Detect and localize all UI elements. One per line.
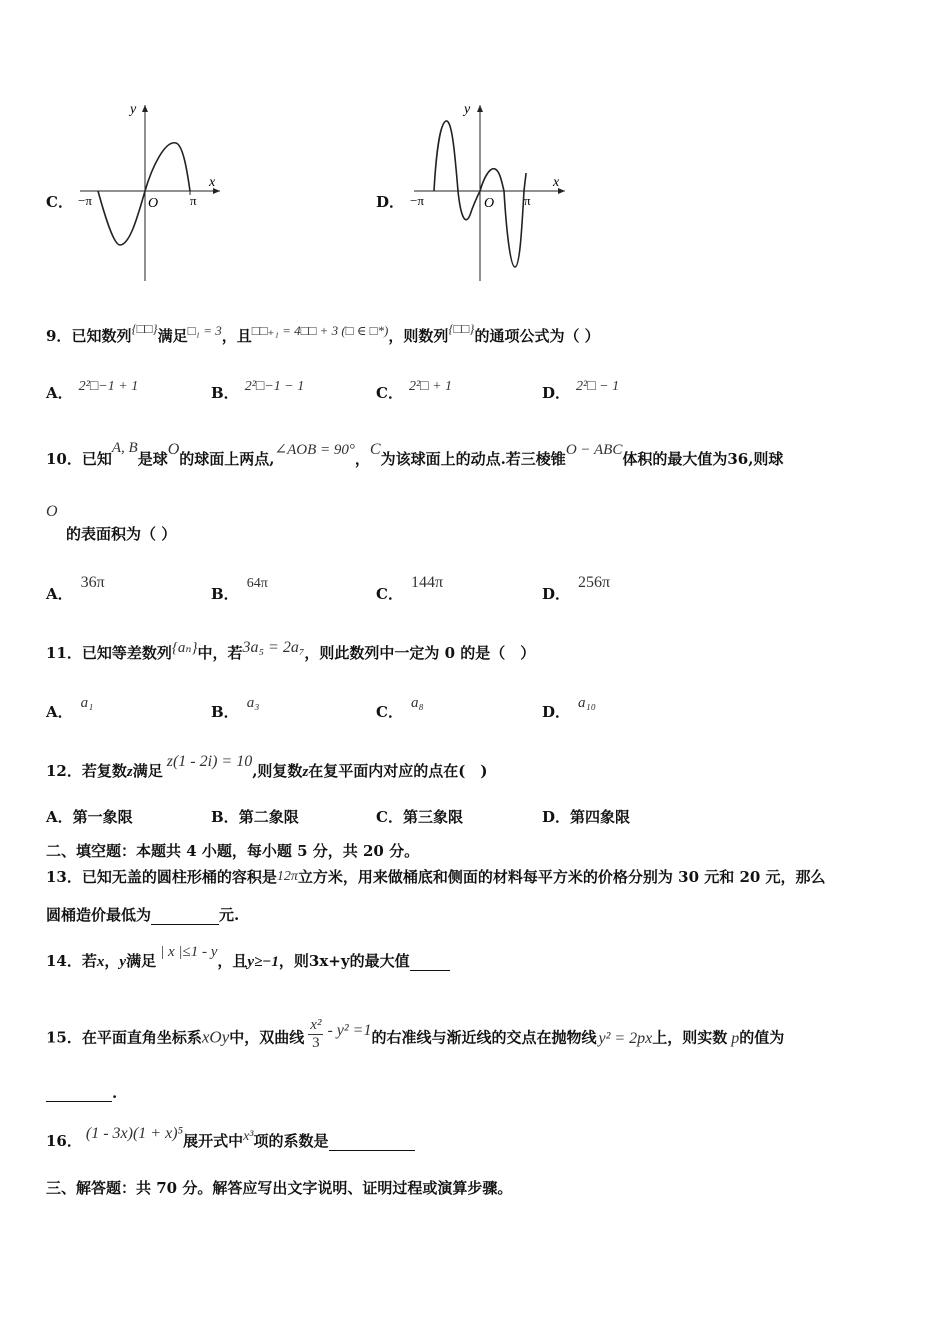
q9-seq: {□□}	[448, 321, 475, 336]
q10-option-c[interactable]	[376, 574, 444, 604]
graph-d	[400, 95, 570, 285]
graph-d-neg-pi: −π	[410, 193, 424, 208]
option-value: 2²□ + 1	[408, 379, 453, 394]
q12-text: 在复平面内对应的点在( )	[308, 762, 488, 780]
q9-recurrence: □□₊₁ = 4□□ + 3 (□ ∈ □*)	[251, 323, 389, 338]
q14-text: 满足	[126, 952, 157, 970]
q10-text: 是球	[137, 450, 168, 468]
q12-z: z	[126, 764, 133, 780]
q14-text: ，则	[278, 952, 309, 970]
question-number: 10．	[46, 450, 82, 468]
question-number: 13．	[46, 868, 82, 886]
q12-option-c[interactable]	[376, 806, 463, 827]
q15-text: 在平面直角坐标系	[81, 1028, 202, 1047]
option-value: 2²□−1 − 1	[244, 379, 305, 394]
q14-condition: | x |≤1 - y	[160, 944, 218, 960]
option-value: a₁₀	[578, 695, 596, 711]
graph-c-origin: O	[148, 196, 159, 211]
q13-answer-blank[interactable]	[151, 910, 219, 925]
question-13	[46, 866, 826, 887]
option-value: 64π	[246, 576, 268, 591]
q12-option-b[interactable]	[211, 806, 299, 827]
graph-c-x-label: x	[209, 175, 216, 190]
option-value: 2²□−1 + 1	[78, 379, 139, 394]
option-value: 第二象限	[238, 808, 299, 826]
option-value: 36π	[80, 574, 105, 591]
q15-text: .	[112, 1084, 118, 1102]
option-label: B．	[211, 808, 239, 826]
q10-pyramid: O − ABC	[565, 442, 623, 458]
q14-y: y	[119, 954, 127, 970]
q14-text: 的最大值	[349, 952, 410, 970]
q14-answer-blank[interactable]	[410, 956, 450, 971]
option-value: 2²□ − 1	[576, 379, 620, 394]
q10-option-b[interactable]	[211, 576, 268, 604]
option-value: 第三象限	[402, 808, 463, 826]
question-15	[46, 1017, 785, 1056]
q16-text: 项的系数是	[253, 1132, 329, 1150]
q9-text: ，且	[221, 327, 252, 345]
option-label: C．	[376, 808, 403, 826]
q13-volume: 12π	[276, 869, 298, 884]
q12-z: z	[302, 764, 309, 780]
q9-text: 已知数列	[71, 327, 132, 345]
q10-text: ，	[354, 450, 370, 468]
option-label: C．	[376, 585, 403, 603]
q15-text: 上，则实数	[652, 1028, 728, 1047]
q9-option-a[interactable]	[46, 379, 139, 403]
q12-option-d[interactable]	[542, 806, 630, 827]
question-10-tail: 的表面积为（ ）	[66, 525, 177, 543]
option-label: C．	[376, 703, 403, 721]
q10-text: 的球面上两点,	[179, 450, 275, 468]
graph-d-origin: O	[484, 196, 495, 211]
q11-text: ，则此数列中一定为 0 的是（ ）	[304, 644, 536, 662]
q15-text: 的右准线与渐近线的交点在抛物线	[371, 1028, 597, 1047]
q10-sphere-o: O	[167, 441, 180, 458]
graph-c-pos-pi: π	[190, 193, 197, 208]
q9-option-d[interactable]	[542, 379, 620, 403]
option-value: a₃	[246, 695, 260, 711]
q11-seq: {aₙ}	[171, 640, 198, 656]
q10-text: 为该球面上的动点.若三棱锥	[380, 450, 566, 468]
q10-text: 体积的最大值为36,则球	[622, 450, 784, 468]
q14-x: x	[96, 954, 105, 970]
q16-text: 展开式中	[183, 1132, 244, 1150]
option-label: A．	[46, 585, 73, 603]
q9-option-b[interactable]	[211, 379, 305, 403]
question-12	[46, 753, 488, 781]
option-value: 第一象限	[72, 808, 133, 826]
q11-option-b[interactable]	[211, 695, 260, 722]
graph-c-neg-pi: −π	[78, 193, 92, 208]
question-14	[46, 944, 450, 971]
option-value: a₈	[410, 695, 424, 711]
graph-d-x-label: x	[553, 175, 560, 190]
question-number: 16．	[46, 1132, 82, 1150]
q10-sphere-o: O	[46, 503, 58, 520]
q15-frac-denominator: 3	[312, 1035, 320, 1051]
option-label: B．	[211, 703, 239, 721]
q14-text: ，且	[217, 952, 248, 970]
q10-point-c: C	[369, 441, 381, 458]
q12-option-a[interactable]	[46, 806, 133, 827]
question-number: 11．	[46, 644, 82, 662]
q10-option-d[interactable]	[542, 574, 611, 604]
q15-frac-numerator: x²	[310, 1017, 322, 1033]
q9-text: 的通项公式为（ ）	[474, 327, 600, 345]
q11-option-d[interactable]	[542, 695, 596, 722]
q12-equation: z(1 - 2i) = 10	[166, 753, 253, 770]
question-number: 14．	[46, 952, 82, 970]
option-value: 144π	[410, 574, 444, 591]
option-value: 第四象限	[570, 808, 631, 826]
question-11	[46, 639, 536, 663]
q10-points-ab: A, B	[111, 440, 138, 456]
option-label: D．	[542, 703, 571, 721]
q15-text: 中，双曲线	[229, 1028, 305, 1047]
q12-text: 若复数	[81, 762, 127, 780]
q15-hyperbola-rest: - y² =1	[327, 1021, 372, 1039]
graph-c	[70, 95, 230, 285]
q11-text: 中，若	[197, 644, 243, 662]
option-label: D．	[542, 585, 571, 603]
graph-d-y-label: y	[464, 102, 471, 117]
option-label: B．	[211, 585, 239, 603]
q10-angle: ∠AOB = 90°	[274, 442, 355, 458]
q9-text: 满足	[157, 327, 188, 345]
q11-option-c[interactable]	[376, 695, 424, 722]
q15-fraction	[308, 1017, 323, 1052]
question-13-cont	[46, 904, 239, 925]
option-label: B．	[211, 384, 239, 402]
section-2-heading: 二、填空题：本题共 4 小题，每小题 5 分，共 20 分。	[46, 842, 420, 860]
option-label: A．	[46, 703, 73, 721]
q15-answer-blank[interactable]	[46, 1087, 112, 1102]
q9-init: □₁ = 3	[187, 323, 222, 338]
q16-x-cubed: x³	[243, 1129, 254, 1144]
option-label: A．	[46, 384, 73, 402]
q12-text: 满足	[132, 762, 163, 780]
q14-condition2: y≥−1	[247, 954, 279, 970]
q13-text: 圆桶造价最低为	[46, 906, 152, 924]
q14-text: 若	[81, 952, 97, 970]
q13-text: 立方米，用来做桶底和侧面的材料每平方米的价格分别为 30 元和 20 元，那么	[297, 868, 826, 886]
q11-condition: 3a₅ = 2a₇	[242, 639, 305, 656]
q11-text: 已知等差数列	[81, 644, 172, 662]
question-number: 15．	[46, 1028, 82, 1047]
option-label: D．	[542, 808, 571, 826]
q16-answer-blank[interactable]	[329, 1136, 415, 1151]
option-value: 256π	[578, 574, 611, 591]
q10-option-a[interactable]	[46, 574, 105, 604]
question-9	[46, 321, 600, 346]
question-15-cont	[46, 1084, 117, 1102]
option-label: D．	[542, 384, 571, 402]
q15-system: xOy	[201, 1027, 230, 1047]
section-3-heading: 三、解答题：共 70 分。解答应写出文字说明、证明过程或演算步骤。	[46, 1179, 513, 1197]
q13-text: 元.	[219, 906, 240, 924]
option-d-label: D．	[376, 193, 405, 211]
question-number: 12．	[46, 762, 82, 780]
q13-text: 已知无盖的圆柱形桶的容积是	[81, 868, 277, 886]
q9-option-c[interactable]	[376, 379, 453, 403]
q9-text: ，则数列	[388, 327, 449, 345]
q9-seq: {□□}	[131, 321, 158, 336]
question-10-cont	[46, 503, 58, 529]
question-number: 9．	[46, 327, 72, 345]
q16-expression: (1 - 3x)(1 + x)⁵	[85, 1125, 184, 1142]
option-label: C．	[376, 384, 403, 402]
q10-text: 已知	[81, 450, 112, 468]
graph-c-y-label: y	[130, 102, 137, 117]
option-c-label: C．	[46, 193, 73, 211]
option-label: A．	[46, 808, 73, 826]
q14-text: ，	[104, 952, 120, 970]
question-10	[46, 440, 784, 469]
q14-expression: 3x+y	[308, 952, 350, 970]
q15-parabola: y² = 2px	[598, 1029, 653, 1047]
graph-d-pos-pi: π	[524, 193, 531, 208]
question-16	[46, 1125, 415, 1151]
q15-text: 的值为	[739, 1028, 785, 1047]
q12-text: ,则复数	[252, 762, 303, 780]
q15-p: p	[731, 1029, 740, 1047]
q11-option-a[interactable]	[46, 695, 94, 722]
option-value: a₁	[80, 695, 94, 711]
